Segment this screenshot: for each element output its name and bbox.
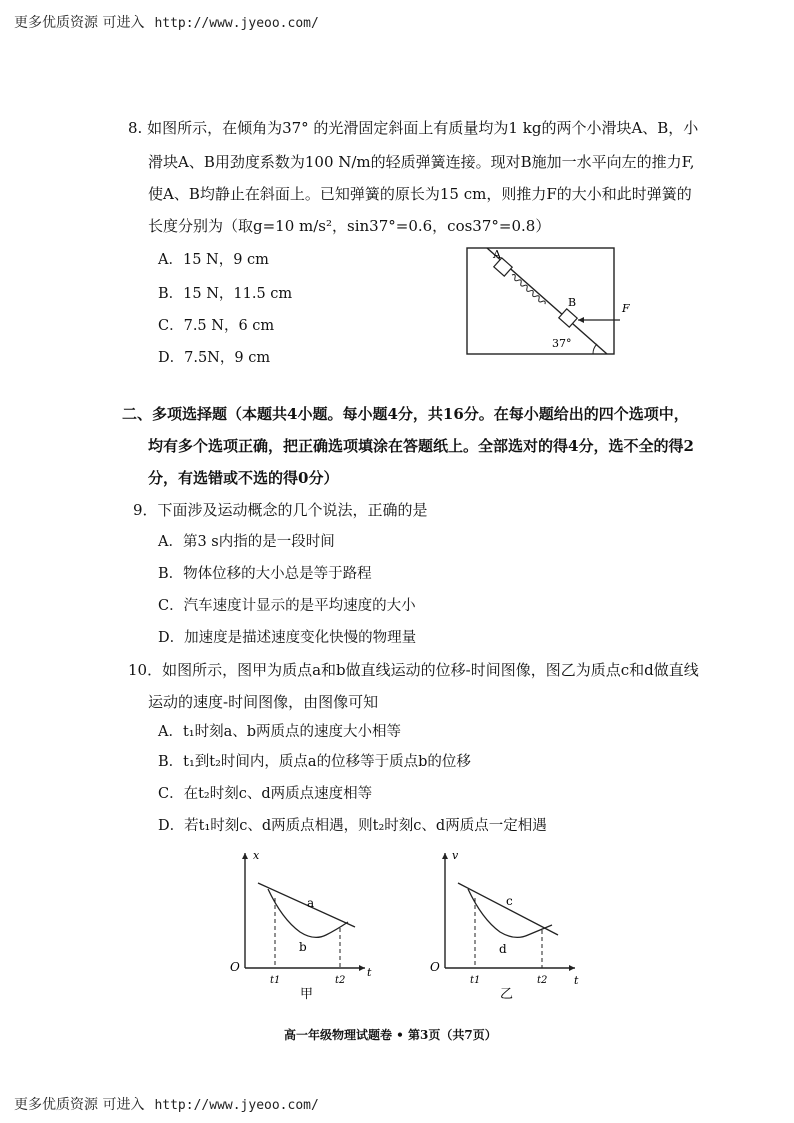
q9-option-d: D．加速度是描述速度变化快慢的物理量 (158, 630, 417, 646)
q10-option-b: B．t₁到t₂时间内，质点a的位移等于质点b的位移 (158, 754, 471, 770)
t-axis-arrowhead (359, 965, 365, 971)
caption-jia: 甲 (300, 987, 314, 1002)
label-f: F (622, 302, 630, 315)
t1-label: t1 (470, 975, 481, 986)
q8-option-b: B．15 N，11.5 cm (158, 286, 293, 302)
caption-yi: 乙 (500, 987, 514, 1002)
label-c: c (506, 894, 513, 908)
q8-option-c: C．7.5 N，6 cm (158, 318, 275, 334)
q8-line3: 使A、B均静止在斜面上。已知弹簧的原长为15 cm，则推力F的大小和此时弹簧的 (148, 185, 692, 203)
site-link[interactable]: http://www.jyeoo.com/ (154, 1098, 319, 1113)
t2-label: t2 (335, 975, 346, 986)
label-d: d (499, 942, 507, 956)
header-top (14, 12, 319, 32)
q9-stem: 9．下面涉及运动概念的几个说法，正确的是 (133, 501, 428, 519)
section2-line2: 均有多个选项正确，把正确选项填涂在答题纸上。全部选对的得4分，选不全的得2 (148, 437, 694, 455)
site-link[interactable]: http://www.jyeoo.com/ (154, 16, 319, 31)
t-axis-label: t (367, 966, 372, 979)
graph-yi (420, 845, 580, 1005)
spring (511, 274, 547, 306)
promo-text: 更多优质资源 可进入 (14, 1097, 145, 1113)
force-arrowhead (578, 317, 584, 323)
v-axis-arrowhead (442, 853, 448, 859)
header-bottom (14, 1094, 319, 1114)
promo-text: 更多优质资源 可进入 (14, 15, 145, 31)
q8-line1: 8. 如图所示，在倾角为37° 的光滑固定斜面上有质量均为1 kg的两个小滑块A、B，小 (128, 119, 699, 137)
label-a: A (493, 248, 501, 261)
q9-option-b: B．物体位移的大小总是等于路程 (158, 566, 372, 582)
line-c (458, 883, 558, 935)
q9-option-a: A．第3 s内指的是一段时间 (158, 534, 335, 550)
incline-figure (460, 240, 640, 360)
q8-line2: 滑块A、B用劲度系数为100 N/m的轻质弹簧连接。现对B施加一水平向左的推力F, (148, 153, 695, 171)
origin-label: O (230, 960, 240, 974)
graph-jia (220, 845, 370, 1005)
incline-frame (467, 248, 614, 354)
section2-line1: 二、多项选择题（本题共4小题。每小题4分，共16分。在每小题给出的四个选项中， (122, 405, 689, 423)
q10-option-c: C．在t₂时刻c、d两质点速度相等 (158, 786, 373, 802)
q8-option-d: D．7.5N，9 cm (158, 350, 271, 366)
q10-line1: 10．如图所示，图甲为质点a和b做直线运动的位移-时间图像，图乙为质点c和d做直线 (128, 661, 699, 679)
q10-option-d: D．若t₁时刻c、d两质点相遇，则t₂时刻c、d两质点一定相遇 (158, 818, 547, 834)
label-a: a (307, 896, 315, 910)
x-axis-arrowhead (242, 853, 248, 859)
t-axis-label: t (574, 974, 579, 987)
label-b: B (568, 296, 577, 309)
section2-line3: 分，有选错或不选的得0分） (148, 469, 339, 487)
q9-option-c: C．汽车速度计显示的是平均速度的大小 (158, 598, 416, 614)
q8-line4: 长度分别为（取g=10 m/s²，sin37°=0.6，cos37°=0.8） (148, 217, 551, 235)
x-axis-label: x (253, 849, 260, 862)
t-axis-arrowhead (569, 965, 575, 971)
page-footer: 高一年级物理试题卷 • 第3页（共7页） (284, 1028, 497, 1042)
q10-line2: 运动的速度-时间图像，由图像可知 (148, 693, 379, 711)
v-axis-label: v (452, 849, 459, 862)
origin-label: O (430, 960, 440, 974)
q10-option-a: A．t₁时刻a、b两质点的速度大小相等 (158, 724, 402, 740)
label-b: b (299, 940, 307, 954)
q8-option-a: A．15 N，9 cm (158, 252, 269, 268)
t2-label: t2 (537, 975, 548, 986)
angle-label: 37° (552, 337, 572, 350)
t1-label: t1 (270, 975, 281, 986)
